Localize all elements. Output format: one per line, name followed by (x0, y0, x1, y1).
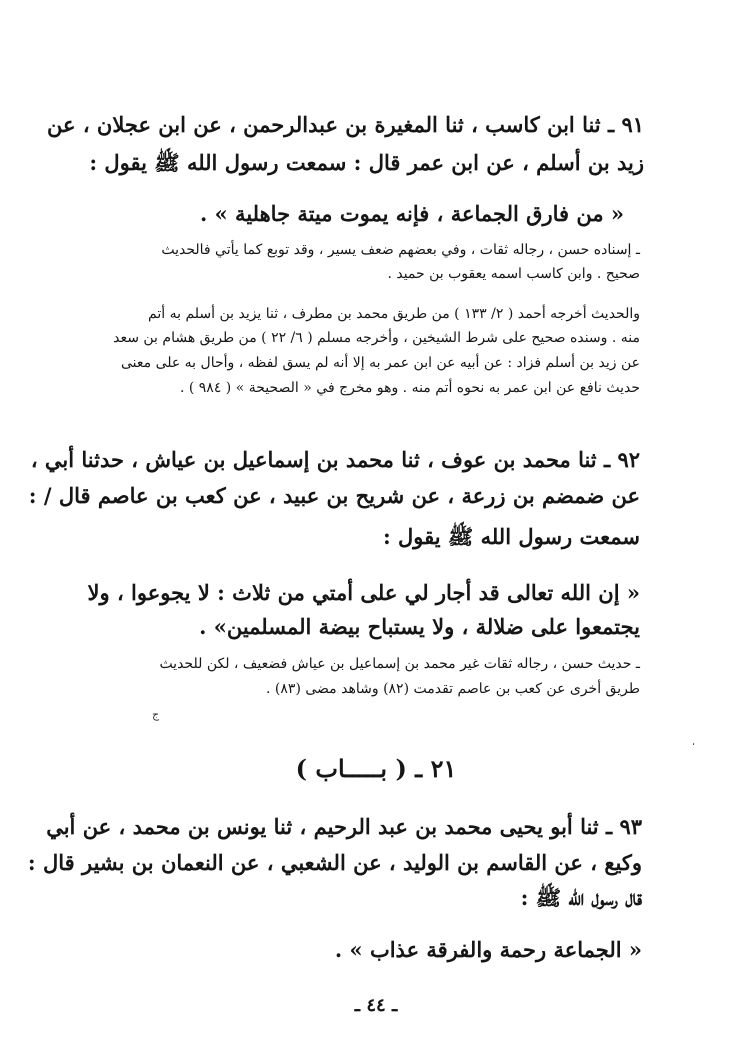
hadith-92-number: ٩٢ ـ (603, 447, 640, 472)
hadith-92-line-2: عن ضمضم بن زرعة ، عن شريح بن عبيد ، عن كعب بن عاصم قال / : (28, 483, 640, 508)
hadith-93-number: ٩٣ ـ (605, 814, 642, 839)
ink-speck: ج (152, 708, 160, 721)
hadith-92-line-3: سمعت رسول الله ﷺ يقول : (382, 524, 640, 549)
hadith-93-line-3: قال رسول الله ﷺ : (520, 885, 642, 910)
hadith-92-note-line-2: طريق أخرى عن كعب بن عاصم تقدمت (٨٢) وشاهد مضى (٨٣) . (266, 681, 640, 697)
ink-speck: ، (692, 738, 695, 748)
hadith-91-note-2-line-4: حديث نافع عن ابن عمر به نحوه أتم منه . وهو مخرج في « الصحيحة » ( ٩٨٤ ) . (179, 380, 640, 396)
hadith-91-note-2-line-2: منه . وسنده صحيح على شرط الشيخين ، وأخرجه مسلم ( ٦/ ٢٢ ) من طريق هشام بن سعد (113, 330, 640, 346)
hadith-91-quote: « من فارق الجماعة ، فإنه يموت ميتة جاهلية » . (200, 201, 624, 226)
chapter-heading: ٢١ ـ ( بـــــاب ) (295, 754, 457, 783)
hadith-91-note-1-line-1: ـ إسناده حسن ، رجاله ثقات ، وفي بعضهم ضعف يسير ، وقد توبع كما يأتي فالحديث (161, 242, 640, 258)
hadith-93-line-1 (46, 814, 642, 840)
hadith-91-note-1-line-2: صحيح . وابن كاسب اسمه يعقوب بن حميد . (387, 266, 640, 282)
hadith-92-text-1: ثنا محمد بن عوف ، ثنا محمد بن إسماعيل بن عياش ، حدثنا أبي ، (30, 447, 597, 472)
hadith-92-quote-line-2: يجتمعوا على ضلالة ، ولا يستباح بيضة المسلمين» . (199, 614, 640, 639)
hadith-93-quote: « الجماعة رحمة والفرقة عذاب » . (334, 937, 642, 962)
hadith-93-line-2: وكيع ، عن القاسم بن الوليد ، عن الشعبي ، عن النعمان بن بشير قال : (27, 850, 642, 875)
hadith-91-line-2: زيد بن أسلم ، عن ابن عمر قال : سمعت رسول الله ﷺ يقول : (89, 150, 644, 175)
hadith-91-note-2-line-3: عن زيد بن أسلم فزاد : عن أبيه عن ابن عمر به إلا أنه لم يسق لفظه ، وأحال به على معنى (120, 355, 640, 371)
hadith-92-line-1 (30, 447, 640, 473)
hadith-91-note-2-line-1: والحديث أخرجه أحمد ( ٢/ ١٣٣ ) من طريق محمد بن مطرف ، ثنا يزيد بن أسلم به أتم (148, 306, 640, 322)
hadith-93-text-1: ثنا أبو يحيى محمد بن عبد الرحيم ، ثنا يونس بن محمد ، عن أبي (46, 814, 599, 839)
hadith-91-text-1: ثنا ابن كاسب ، ثنا المغيرة بن عبدالرحمن ، عن ابن عجلان ، عن (47, 112, 601, 137)
hadith-92-quote-line-1: « إن الله تعالى قد أجار لي على أمتي من ثلاث : لا يجوعوا ، ولا (87, 580, 640, 605)
hadith-92-note-line-1: ـ حديث حسن ، رجاله ثقات غير محمد بن إسماعيل بن عياش فضعيف ، لكن للحديث (159, 656, 640, 672)
hadith-91-number: ٩١ ـ (607, 112, 644, 137)
page-number: ـ ٤٤ ـ (354, 995, 398, 1016)
hadith-91-line-1 (47, 112, 644, 138)
